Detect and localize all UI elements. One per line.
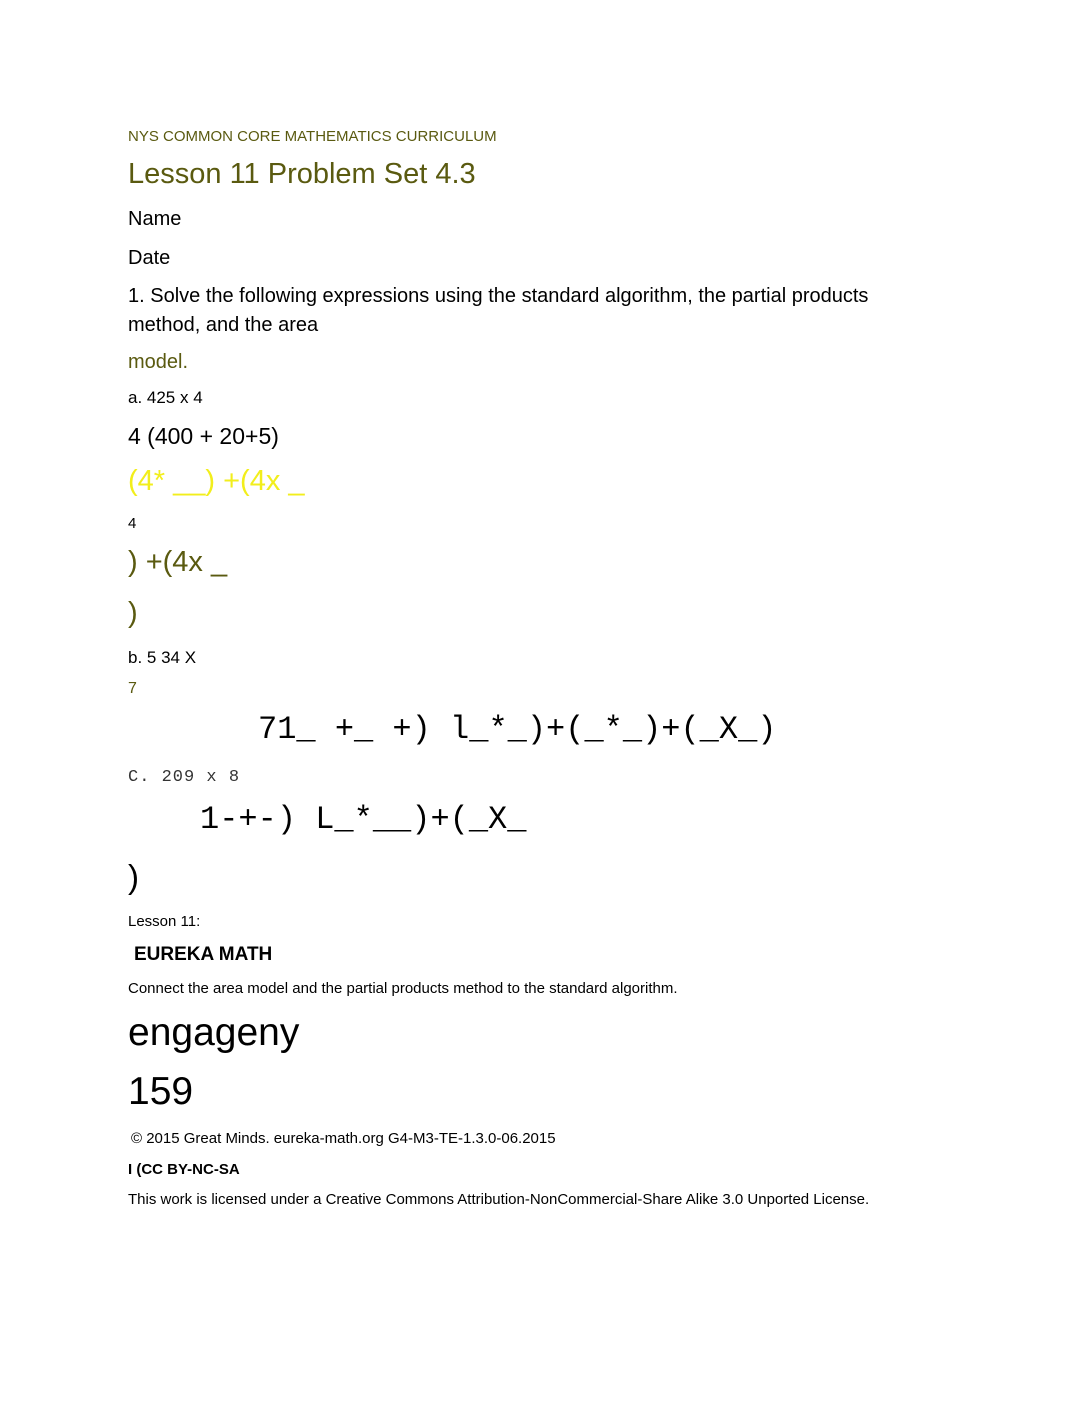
- problem-c-expression: 1-+-) L_*__)+(_X_: [200, 801, 527, 838]
- problem-c-label: C. 209 x 8: [128, 768, 241, 787]
- problem-b-expression: 71_ +_ +) l_*_)+(_*_)+(_X_): [258, 711, 777, 748]
- instruction-line-2: method, and the area: [128, 314, 319, 336]
- copyright-text: © 2015 Great Minds. eureka-math.org G4-M3-TE-1.3.0-06.2015: [131, 1130, 556, 1147]
- instruction-line-3: model.: [128, 351, 189, 373]
- problem-c-closing: ): [128, 858, 139, 895]
- problem-a-partial-line-3: ): [128, 597, 138, 629]
- problem-a-partial-line-1: (4* __) +(4x _: [128, 465, 305, 497]
- problem-a-small-digit: 4: [128, 515, 137, 532]
- license-text: This work is licensed under a Creative Commons Attribution-NonCommercial-Share Alike 3.0 Unported License.: [128, 1191, 870, 1208]
- problem-b-label: b. 5 34 X: [128, 648, 197, 667]
- problem-a-partial-line-2: ) +(4x _: [128, 546, 228, 578]
- problem-b-label-digit: 7: [128, 680, 137, 697]
- problem-a-label: a. 425 x 4: [128, 388, 203, 407]
- license-badge: I (CC BY-NC-SA: [128, 1161, 240, 1178]
- engageny-logo: engageny: [128, 1011, 300, 1054]
- problem-a-expression: 4 (400 + 20+5): [128, 423, 279, 449]
- curriculum-header: NYS COMMON CORE MATHEMATICS CURRICULUM: [128, 128, 497, 145]
- lesson-title: Lesson 11 Problem Set 4.3: [128, 158, 476, 190]
- footer-lesson-label: Lesson 11:: [128, 913, 201, 930]
- lesson-objective: Connect the area model and the partial products method to the standard algorithm.: [128, 980, 678, 997]
- instruction-line-1: 1. Solve the following expressions using the standard algorithm, the partial products: [128, 285, 869, 307]
- eureka-math-logo: EUREKA MATH: [134, 944, 273, 965]
- page-number: 159: [128, 1070, 194, 1113]
- name-label: Name: [128, 208, 182, 230]
- date-label: Date: [128, 247, 171, 269]
